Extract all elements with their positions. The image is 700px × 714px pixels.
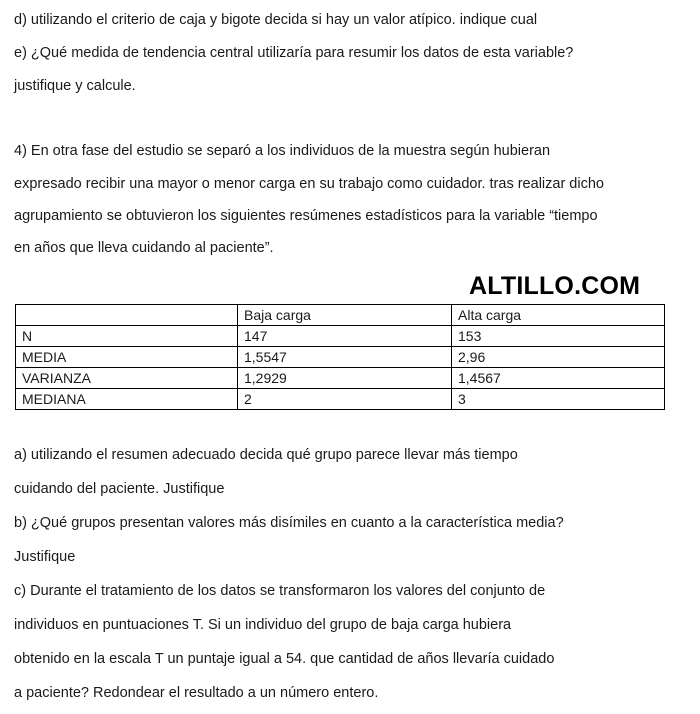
table-row: [16, 347, 665, 368]
table-row-label: VARIANZA: [16, 368, 238, 389]
table-row-label: MEDIANA: [16, 389, 238, 410]
table-cell: 147: [238, 326, 452, 347]
question-c-line-1: c) Durante el tratamiento de los datos se transformaron los valores del conjunto de: [14, 583, 546, 599]
question-a-line-1: a) utilizando el resumen adecuado decida qué grupo parece llevar más tiempo: [14, 447, 518, 463]
table-header-row: [16, 305, 665, 326]
question-4-line-1: 4) En otra fase del estudio se separó a los individuos de la muestra según hubieran: [14, 143, 551, 159]
question-d-text: d) utilizando el criterio de caja y bigote decida si hay un valor atípico. indique cual: [14, 12, 538, 28]
question-4-line-3: agrupamiento se obtuvieron los siguientes resúmenes estadísticos para la variable “tiempo: [14, 208, 598, 224]
question-e-text: e) ¿Qué medida de tendencia central utilizaría para resumir los datos de esta variable?: [14, 45, 574, 61]
question-b-line-2: Justifique: [14, 549, 76, 565]
table-row-label: N: [16, 326, 238, 347]
table-header-cell: Alta carga: [452, 305, 665, 326]
question-4-line-2: expresado recibir una mayor o menor carga en su trabajo como cuidador. tras realizar dicho: [14, 176, 604, 192]
table-cell: 1,4567: [452, 368, 665, 389]
table-cell: 3: [452, 389, 665, 410]
table-row: [16, 368, 665, 389]
table-row: [16, 389, 665, 410]
question-b-line-1: b) ¿Qué grupos presentan valores más disímiles en cuanto a la característica media?: [14, 515, 564, 531]
altillo-watermark: ALTILLO.COM: [469, 272, 641, 300]
table-header-cell: Baja carga: [238, 305, 452, 326]
table-cell: 1,2929: [238, 368, 452, 389]
table-cell: 2,96: [452, 347, 665, 368]
statistics-table: [15, 304, 665, 410]
table-cell: 2: [238, 389, 452, 410]
table-row: [16, 326, 665, 347]
question-c-line-3: obtenido en la escala T un puntaje igual a 54. que cantidad de años llevaría cuidado: [14, 651, 555, 667]
table-header-cell: [16, 305, 238, 326]
table-row-label: MEDIA: [16, 347, 238, 368]
question-e-continuation: justifique y calcule.: [14, 78, 136, 94]
question-c-line-4: a paciente? Redondear el resultado a un número entero.: [14, 685, 379, 701]
table-cell: 1,5547: [238, 347, 452, 368]
table-cell: 153: [452, 326, 665, 347]
question-a-line-2: cuidando del paciente. Justifique: [14, 481, 225, 497]
question-c-line-2: individuos en puntuaciones T. Si un individuo del grupo de baja carga hubiera: [14, 617, 512, 633]
question-4-line-4: en años que lleva cuidando al paciente”.: [14, 240, 274, 256]
